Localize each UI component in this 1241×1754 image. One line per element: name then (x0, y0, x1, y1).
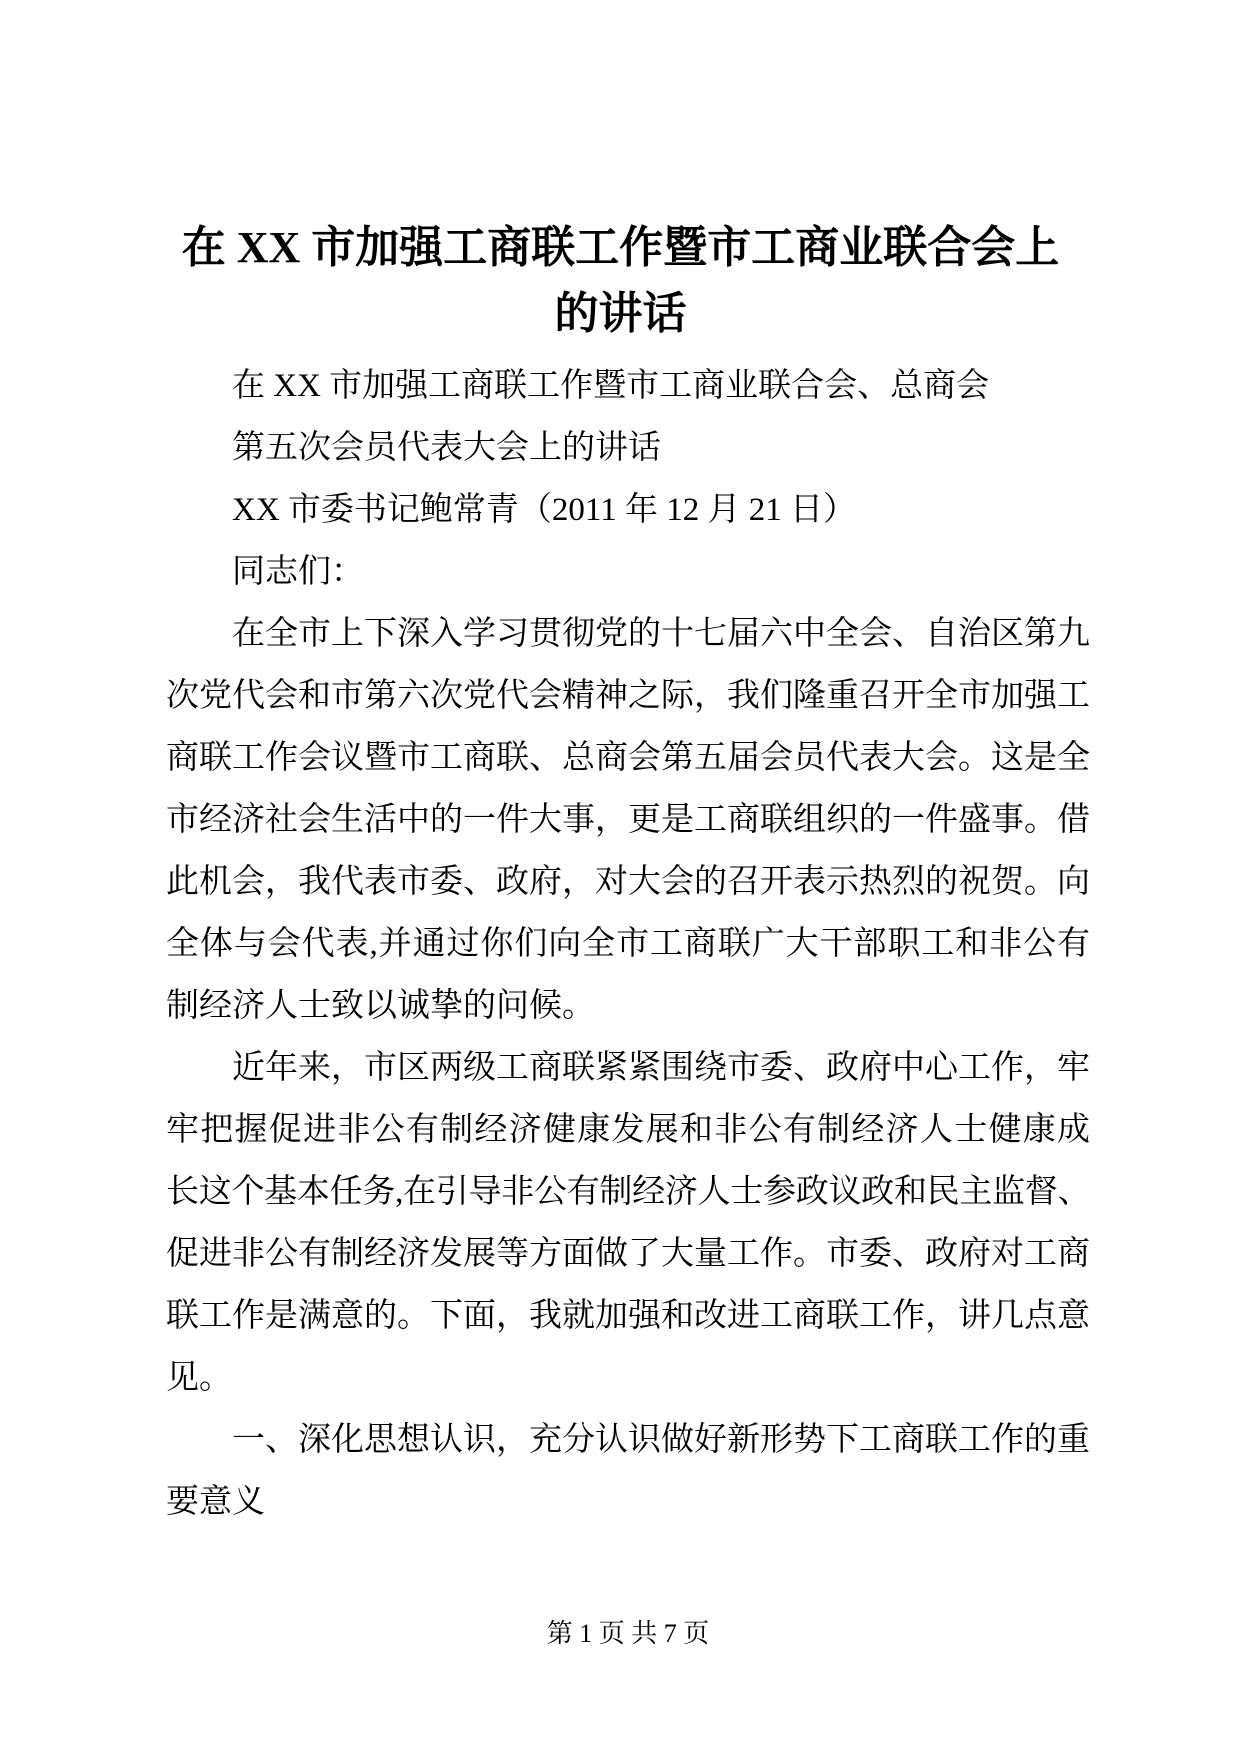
text-line: 近年来，市区两级工商联紧紧围绕市委、政府中心工作，牢 (232, 1050, 1090, 1086)
text-line: 牢把握促进非公有制经济健康发展和非公有制经济人士健康成 (166, 1112, 1090, 1148)
text-line: 促进非公有制经济发展等方面做了大量工作。市委、政府对工商 (166, 1236, 1090, 1272)
text-line: 要意义 (166, 1484, 265, 1520)
text-line: 商联工作会议暨市工商联、总商会第五届会员代表大会。这是全 (166, 740, 1090, 776)
title-line-2: 的讲话 (554, 289, 687, 338)
text-line: 全体与会代表,并通过你们向全市工商联广大干部职工和非公有 (166, 926, 1090, 962)
text-line: 长这个基本任务,在引导非公有制经济人士参政议政和民主监督、 (166, 1174, 1090, 1210)
text-line: XX 市委书记鲍常青（2011 年 12 月 21 日） (232, 492, 856, 528)
text-line: 一、深化思想认识，充分认识做好新形势下工商联工作的重 (232, 1422, 1090, 1458)
text-line: 同志们： (232, 554, 364, 590)
document-body (166, 355, 1090, 1533)
text-line: 此机会，我代表市委、政府，对大会的召开表示热烈的祝贺。向 (166, 864, 1090, 900)
text-line: 市经济社会生活中的一件大事，更是工商联组织的一件盛事。借 (166, 802, 1090, 838)
page-footer (166, 1621, 1090, 1647)
text-line: 在全市上下深入学习贯彻党的十七届六中全会、自治区第九 (232, 616, 1090, 652)
text-line: 第五次会员代表大会上的讲话 (232, 430, 661, 466)
page-number-text: 第 1 页 共 7 页 (546, 1619, 710, 1648)
text-line: 在 XX 市加强工商联工作暨市工商业联合会、总商会 (232, 368, 990, 404)
text-line: 次党代会和市第六次党代会精神之际，我们隆重召开全市加强工 (166, 678, 1090, 714)
document-title (0, 0, 1241, 347)
text-line: 制经济人士致以诚挚的问候。 (166, 988, 595, 1024)
title-line-1: 在 XX 市加强工商联工作暨市工商业联合会上 (181, 223, 1060, 272)
text-line: 见。 (166, 1360, 232, 1396)
text-line: 联工作是满意的。下面，我就加强和改进工商联工作，讲几点意 (166, 1298, 1090, 1334)
